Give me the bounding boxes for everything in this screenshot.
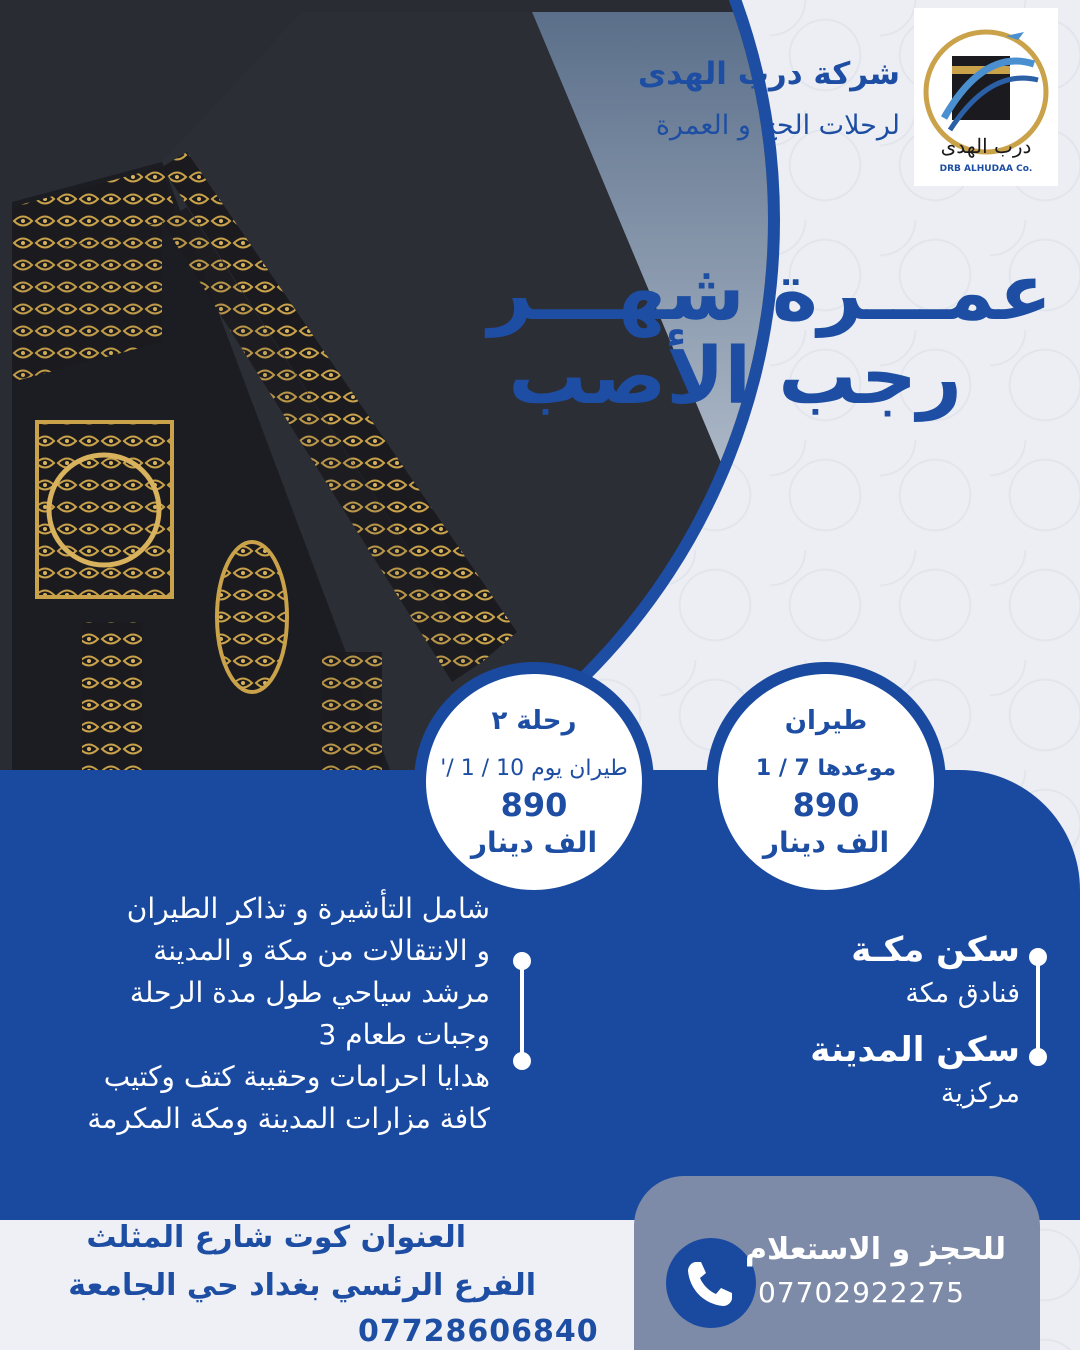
headline-line-2: رجب الأصب — [508, 332, 962, 422]
offer-date: طيران يوم 10 / 1 /' — [440, 756, 628, 781]
offer-date: موعدها 7 / 1 — [755, 756, 897, 781]
bullet-dot — [1029, 1048, 1047, 1066]
headline-line-1: عمـــرة شهـــر — [488, 248, 1052, 338]
bullet-dot — [513, 952, 531, 970]
feature-item: وجبات طعام 3 — [318, 1018, 490, 1051]
offer-card-trip-2[interactable] — [414, 662, 654, 902]
feature-item: و الانتقالات من مكة و المدينة — [153, 934, 490, 967]
address-line-2: الفرع الرئسي بغداد حي الجامعة — [68, 1268, 536, 1303]
features-list — [0, 888, 490, 1140]
company-name: شركة درب الهدى — [637, 56, 900, 92]
company-subtitle: لرحلات الحج و العمرة — [655, 110, 900, 141]
feature-item: كافة مزارات المدينة ومكة المكرمة — [87, 1102, 490, 1135]
offer-title: رحلة ٢ — [491, 706, 577, 736]
offer-currency: الف دينار — [470, 826, 598, 859]
mecca-lodging-label: سكن مكـة — [851, 930, 1020, 970]
offer-price: 890 — [500, 786, 568, 824]
logo-arabic-text: درب الهدى — [940, 134, 1032, 158]
lodging-info — [720, 930, 1020, 1130]
features-divider — [520, 955, 524, 1065]
bullet-dot — [1029, 948, 1047, 966]
feature-item: مرشد سياحي طول مدة الرحلة — [129, 976, 490, 1009]
contact-label: للحجز و الاستعلام — [744, 1232, 1006, 1267]
logo-emblem-icon — [914, 8, 1058, 186]
feature-item: هدايا احرامات وحقيبة كتف وكتيب — [103, 1060, 490, 1093]
address-phone[interactable]: 07728606840 — [358, 1314, 599, 1349]
offer-title: طيران — [784, 706, 868, 736]
mecca-lodging-value: فنادق مكة — [905, 978, 1020, 1009]
phone-call-button[interactable] — [666, 1238, 756, 1328]
company-logo — [914, 8, 1058, 186]
offer-card-flight[interactable] — [706, 662, 946, 902]
bullet-dot — [513, 1052, 531, 1070]
offer-price: 890 — [792, 786, 860, 824]
logo-english-text: DRB ALHUDAA Co. — [939, 164, 1033, 174]
contact-phone[interactable]: 07702922275 — [758, 1276, 965, 1309]
phone-icon — [666, 1238, 756, 1328]
medina-lodging-value: مركزية — [940, 1078, 1020, 1109]
feature-item: شامل التأشيرة و تذاكر الطيران — [126, 892, 490, 925]
medina-lodging-label: سكن المدينة — [810, 1030, 1020, 1070]
offer-currency: الف دينار — [762, 826, 890, 859]
address-line-1: العنوان كوت شارع المثلث — [86, 1220, 466, 1255]
